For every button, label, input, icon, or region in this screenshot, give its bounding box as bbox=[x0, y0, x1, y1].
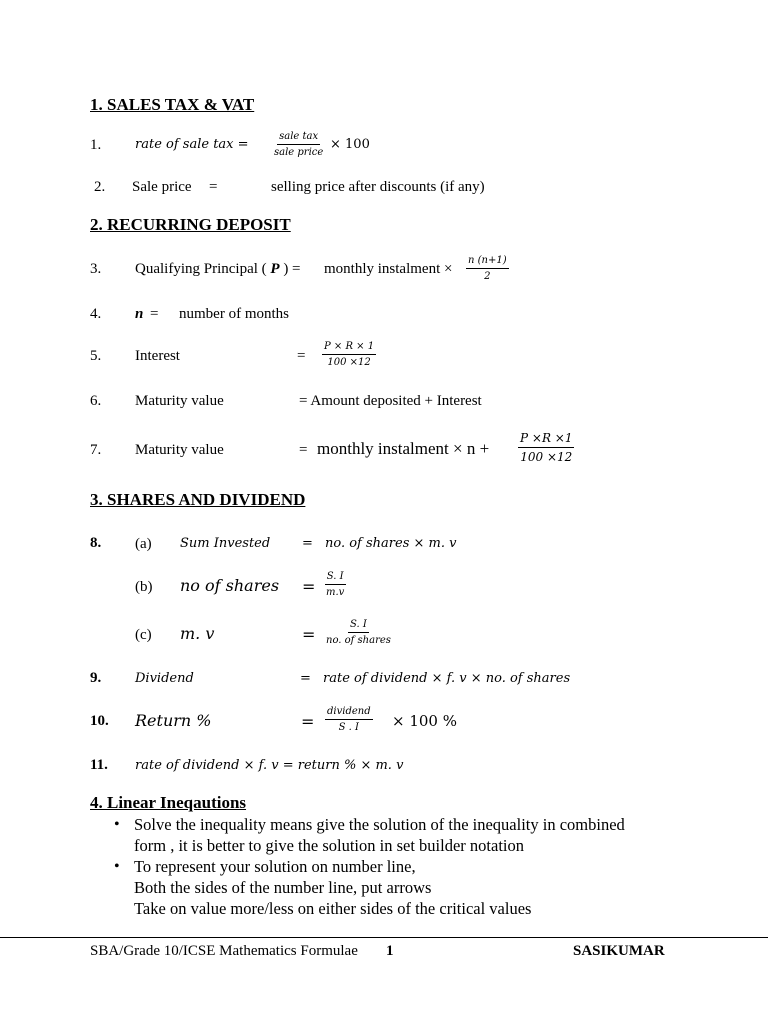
formula-rhs: monthly instalment × n + bbox=[317, 439, 490, 458]
fraction-numerator: dividend bbox=[325, 705, 373, 720]
variable-n: n bbox=[135, 306, 144, 322]
equals-sign: = bbox=[300, 671, 311, 686]
formula-rhs: = Amount deposited + Interest bbox=[299, 393, 482, 409]
formula-number: 8. bbox=[90, 535, 102, 551]
formula-rhs: selling price after discounts (if any) bbox=[271, 179, 485, 195]
formula-tail: × 100 bbox=[330, 137, 370, 152]
formula-label: Sale price bbox=[132, 179, 192, 195]
list-item bbox=[112, 856, 712, 919]
bullet-line: form , it is better to give the solution in set builder notation bbox=[134, 836, 524, 855]
formula-rhs: rate of dividend × f. v × no. of shares bbox=[323, 671, 571, 686]
formula-lhs: m. v bbox=[180, 624, 215, 643]
formula-label: Interest bbox=[135, 348, 180, 364]
section-heading-shares-dividend: 3. SHARES AND DIVIDEND bbox=[90, 490, 306, 509]
fraction bbox=[518, 430, 574, 465]
formula-number: 9. bbox=[90, 670, 102, 686]
sub-item-tag: (a) bbox=[135, 536, 152, 552]
bullet-line: • To represent your solution on number line, bbox=[134, 857, 416, 876]
list-item bbox=[112, 814, 712, 856]
formula-number: 11. bbox=[90, 757, 108, 773]
fraction-denominator: 100 ×12 bbox=[327, 357, 371, 368]
formula-rhs: monthly instalment × bbox=[324, 261, 453, 277]
equals-sign: = bbox=[150, 306, 159, 322]
fraction bbox=[466, 254, 509, 283]
formula-number: 3. bbox=[90, 261, 102, 277]
footer-author: SASIKUMAR bbox=[573, 943, 665, 959]
equals-sign: = bbox=[302, 536, 313, 551]
formula-lhs: Return % bbox=[135, 711, 212, 730]
section-heading-recurring-deposit: 2. RECURRING DEPOSIT bbox=[90, 215, 291, 234]
footer-divider bbox=[0, 937, 768, 938]
fraction bbox=[324, 618, 393, 647]
formula-number: 4. bbox=[90, 306, 102, 322]
equals-sign: = bbox=[209, 179, 218, 195]
fraction-numerator: n (n+1) bbox=[466, 254, 509, 269]
section-heading-linear-inequations: 4. Linear Ineqautions bbox=[90, 793, 247, 812]
equals-sign: = bbox=[301, 712, 315, 731]
equals-sign: = bbox=[302, 625, 316, 644]
fraction-denominator: 100 ×12 bbox=[520, 450, 573, 464]
page-number: 1 bbox=[386, 943, 394, 959]
formula-number: 10. bbox=[90, 713, 109, 729]
label-text: ) = bbox=[283, 261, 301, 277]
fraction bbox=[322, 340, 376, 369]
equals-sign: = bbox=[299, 442, 308, 458]
formula-rhs: no. of shares × m. v bbox=[325, 536, 457, 551]
principal-symbol: P bbox=[270, 261, 280, 277]
fraction-denominator: sale price bbox=[274, 147, 324, 158]
fraction-numerator: P ×R ×1 bbox=[518, 430, 574, 448]
bullet-line: Take on value more/less on either sides of the critical values bbox=[134, 899, 532, 918]
formula-label: Maturity value bbox=[135, 442, 224, 458]
fraction-numerator: P × R × 1 bbox=[322, 340, 376, 355]
fraction bbox=[324, 570, 346, 599]
sub-item-tag: (b) bbox=[135, 579, 153, 595]
bullet-list bbox=[112, 814, 712, 919]
sub-item-tag: (c) bbox=[135, 627, 152, 643]
fraction-numerator: sale tax bbox=[277, 130, 320, 145]
fraction bbox=[272, 130, 325, 159]
equals-sign: = bbox=[297, 348, 306, 364]
formula-lhs: rate of sale tax = bbox=[135, 137, 249, 152]
formula-number: 5. bbox=[90, 348, 102, 364]
formula-label bbox=[135, 261, 301, 278]
bullet-line: • Solve the inequality means give the solution of the inequality in combined bbox=[134, 815, 625, 834]
formula-number: 7. bbox=[90, 442, 102, 458]
fraction-denominator: S . I bbox=[338, 722, 359, 733]
formula-lhs: Sum Invested bbox=[180, 536, 271, 551]
label-text: Qualifying Principal ( bbox=[135, 261, 267, 277]
fraction-numerator: S. I bbox=[325, 570, 346, 585]
formula-lhs: no of shares bbox=[180, 576, 280, 595]
formula-tail: × 100 % bbox=[392, 712, 457, 730]
footer-left: SBA/Grade 10/ICSE Mathematics Formulae bbox=[90, 943, 358, 959]
formula-number: 6. bbox=[90, 393, 102, 409]
fraction-denominator: m.v bbox=[326, 587, 345, 598]
formula-lhs: Dividend bbox=[135, 671, 194, 686]
fraction bbox=[325, 705, 373, 734]
equals-sign: = bbox=[302, 577, 316, 596]
formula-label: Maturity value bbox=[135, 393, 224, 409]
fraction-numerator: S. I bbox=[348, 618, 369, 633]
formula-rhs: number of months bbox=[179, 306, 289, 322]
fraction-denominator: no. of shares bbox=[326, 635, 391, 646]
section-heading-sales-tax: 1. SALES TAX & VAT bbox=[90, 95, 255, 114]
bullet-line: Both the sides of the number line, put arrows bbox=[134, 878, 432, 897]
formula-number: 2. bbox=[94, 179, 106, 195]
formula-number: 1. bbox=[90, 137, 102, 153]
fraction-denominator: 2 bbox=[484, 271, 491, 282]
formula-rhs: rate of dividend × f. v = return % × m. v bbox=[135, 758, 404, 773]
